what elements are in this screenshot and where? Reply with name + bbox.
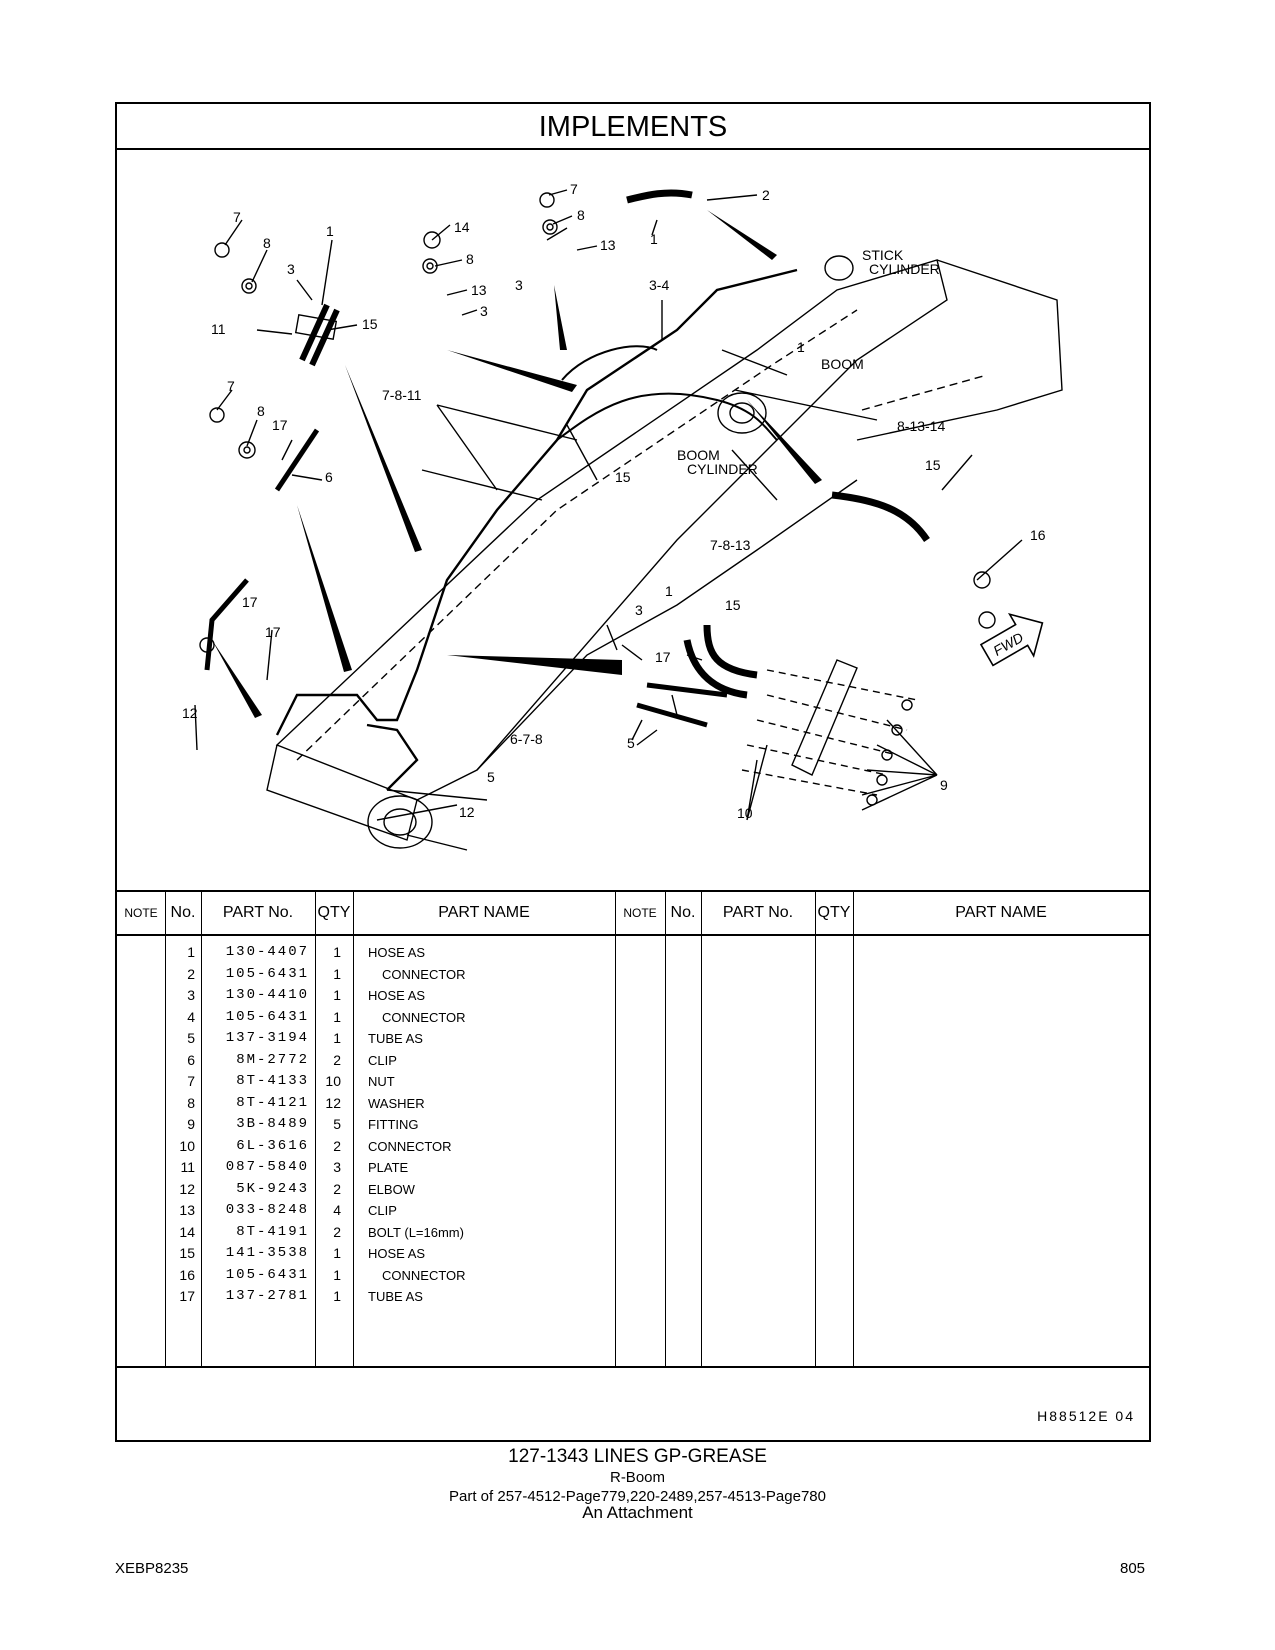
- part-quantity: 1: [333, 965, 341, 982]
- part-name: CONNECTOR: [382, 1009, 466, 1025]
- callout: 8: [577, 207, 585, 223]
- table-row: [117, 1243, 615, 1265]
- callout: 7: [227, 378, 235, 394]
- part-name: CONNECTOR: [382, 1267, 466, 1283]
- part-index: 9: [187, 1116, 195, 1132]
- fwd-label: FWD: [990, 628, 1027, 659]
- part-index: 13: [179, 1202, 195, 1218]
- parts-table-header: [117, 890, 1149, 936]
- part-index: 1: [187, 944, 195, 960]
- callout: 15: [925, 457, 941, 473]
- caption-subtitle: R-Boom: [609, 1469, 665, 1486]
- callout: 6: [325, 469, 333, 485]
- table-row: [117, 1222, 615, 1244]
- caption-attachment: An Attachment: [582, 1503, 693, 1522]
- header-note: NOTE: [124, 906, 158, 920]
- part-name: HOSE AS: [368, 988, 426, 1003]
- part-index: 16: [179, 1266, 195, 1283]
- part-quantity: 2: [333, 1051, 341, 1068]
- part-name: NUT: [368, 1074, 395, 1089]
- part-number: 8T-4191: [236, 1223, 309, 1240]
- drawing-code-band: [117, 1366, 1149, 1440]
- callout: 11: [211, 321, 226, 337]
- part-name: CONNECTOR: [382, 966, 466, 982]
- part-number: 8T-4121: [236, 1094, 309, 1111]
- part-number: 5K-9243: [236, 1180, 309, 1197]
- part-number: 033-8248: [225, 1202, 309, 1218]
- part-name: CLIP: [368, 1052, 397, 1068]
- part-quantity: 10: [325, 1073, 341, 1089]
- callout: 7-8-13: [710, 537, 751, 553]
- part-index: 14: [179, 1223, 195, 1240]
- part-index: 3: [187, 987, 195, 1003]
- part-number: 137-2781: [225, 1288, 309, 1304]
- table-row: [117, 1093, 615, 1115]
- part-index: 17: [179, 1288, 195, 1304]
- callout: 17: [265, 624, 281, 640]
- part-number: 8T-4133: [236, 1073, 309, 1089]
- callout: 3: [515, 277, 523, 293]
- part-name: TUBE AS: [368, 1289, 423, 1304]
- part-quantity: 2: [333, 1223, 341, 1240]
- header-part-name: PART NAME: [438, 904, 530, 921]
- callout: 3: [480, 303, 488, 319]
- callout: 12: [182, 705, 198, 721]
- callout: 15: [725, 597, 741, 613]
- callout: 8-13-14: [897, 418, 946, 434]
- callout: 3-4: [649, 277, 670, 293]
- header-no: No.: [170, 904, 196, 921]
- footer-doc-id: XEBP8235: [115, 1560, 189, 1577]
- part-number: 137-3194: [225, 1030, 309, 1046]
- footer-page-number: 805: [1120, 1560, 1146, 1577]
- boom-foot-pin: [368, 796, 432, 848]
- part-quantity: 1: [333, 1266, 341, 1283]
- part-quantity: 1: [333, 944, 341, 960]
- header-qty-right: QTY: [817, 904, 851, 921]
- part-number: 3B-8489: [236, 1116, 309, 1132]
- part-index: 4: [187, 1008, 195, 1025]
- part-name: CLIP: [368, 1203, 397, 1218]
- part-quantity: 4: [333, 1202, 341, 1218]
- callout: 3: [287, 261, 295, 277]
- callout: 6-7-8: [510, 731, 543, 747]
- table-row: [117, 1136, 615, 1158]
- part-name: PLATE: [368, 1160, 409, 1175]
- callout: 15: [362, 316, 378, 332]
- callout: 7: [233, 209, 241, 225]
- callout: 5: [627, 735, 635, 751]
- header-no-right: No.: [670, 904, 696, 921]
- callout: 7: [570, 181, 578, 197]
- table-row: [117, 1071, 615, 1093]
- part-index: 15: [179, 1245, 195, 1261]
- fwd-arrow-icon: [975, 602, 1054, 676]
- callout: 5: [487, 769, 495, 785]
- part-number: 6L-3616: [236, 1137, 309, 1154]
- parts-diagram: [117, 150, 1149, 890]
- callout: 17: [655, 649, 671, 665]
- part-index: 12: [179, 1180, 195, 1197]
- table-row: [117, 1050, 615, 1072]
- callout: 13: [471, 282, 487, 298]
- caption-part-of: Part of 257-4512-Page779,220-2489,257-4513-Page780: [449, 1488, 826, 1505]
- part-index: 8: [187, 1094, 195, 1111]
- table-row: [117, 1028, 615, 1050]
- part-number: 087-5840: [225, 1159, 309, 1175]
- part-index: 11: [180, 1159, 195, 1175]
- callout: BOOM: [677, 447, 720, 463]
- part-index: 6: [187, 1051, 195, 1068]
- callout: 15: [615, 469, 631, 485]
- callout: 7-8-11: [382, 387, 422, 403]
- callout: 17: [242, 594, 258, 610]
- header-part-no-right: PART No.: [722, 904, 794, 921]
- part-name: ELBOW: [368, 1181, 415, 1197]
- callout: 3: [635, 602, 643, 618]
- part-name: TUBE AS: [368, 1031, 423, 1046]
- caption-title: 127-1343 LINES GP-GREASE: [508, 1446, 767, 1467]
- callout: 13: [600, 237, 616, 253]
- part-name: WASHER: [368, 1095, 425, 1111]
- part-index: 5: [187, 1030, 195, 1046]
- part-quantity: 3: [333, 1159, 341, 1175]
- part-quantity: 5: [333, 1116, 341, 1132]
- part-quantity: 1: [333, 1008, 341, 1025]
- callout: 9: [940, 777, 948, 793]
- part-name: BOLT (L=16mm): [368, 1224, 464, 1240]
- header-part-name-right: PART NAME: [955, 904, 1047, 921]
- callout: STICK: [862, 247, 904, 263]
- callout: CYLINDER: [869, 261, 940, 277]
- part-name: FITTING: [368, 1117, 419, 1132]
- parts-page-frame: [115, 102, 1151, 1442]
- callout: 2: [762, 187, 770, 203]
- callout: 8: [466, 251, 474, 267]
- part-number: 105-6431: [225, 1008, 309, 1025]
- callout: CYLINDER: [687, 461, 758, 477]
- table-row: [117, 942, 615, 964]
- callout: 10: [737, 805, 753, 821]
- part-quantity: 1: [333, 1288, 341, 1304]
- callout: 8: [257, 403, 265, 419]
- part-name: HOSE AS: [368, 1246, 426, 1261]
- callout: BOOM: [821, 356, 864, 372]
- header-qty: QTY: [317, 904, 351, 921]
- part-name: CONNECTOR: [368, 1138, 452, 1154]
- table-row: [117, 985, 615, 1007]
- part-number: 130-4410: [225, 987, 309, 1003]
- part-quantity: 2: [333, 1137, 341, 1154]
- table-row: [117, 1286, 615, 1308]
- callout: 17: [272, 417, 288, 433]
- part-number: 141-3538: [225, 1245, 309, 1261]
- drawing-code: H88512E 04: [1037, 1408, 1135, 1424]
- part-number: 8M-2772: [236, 1051, 309, 1068]
- part-quantity: 2: [333, 1180, 341, 1197]
- part-quantity: 1: [333, 1030, 341, 1046]
- table-row: [117, 1265, 615, 1287]
- table-row: [117, 1179, 615, 1201]
- header-part-no: PART No.: [222, 904, 294, 921]
- part-number: 105-6431: [225, 965, 309, 982]
- table-row: [117, 1157, 615, 1179]
- part-quantity: 1: [333, 987, 341, 1003]
- part-number: 105-6431: [225, 1266, 309, 1283]
- part-index: 10: [179, 1137, 195, 1154]
- part-quantity: 12: [325, 1094, 341, 1111]
- part-quantity: 1: [333, 1245, 341, 1261]
- callout: 8: [263, 235, 271, 251]
- part-index: 2: [187, 965, 195, 982]
- callout: 14: [454, 219, 470, 235]
- part-name: HOSE AS: [368, 945, 426, 960]
- page-title: IMPLEMENTS: [117, 104, 1149, 150]
- part-number: 130-4407: [225, 944, 309, 960]
- callout: 1: [326, 223, 334, 239]
- table-row: [117, 964, 615, 986]
- callout: 12: [459, 804, 475, 820]
- table-row: [117, 1114, 615, 1136]
- callout: 1: [665, 583, 673, 599]
- callout: 1: [797, 339, 805, 355]
- callout: 1: [650, 231, 658, 247]
- part-index: 7: [187, 1073, 195, 1089]
- table-row: [117, 1200, 615, 1222]
- table-row: [117, 1007, 615, 1029]
- callout: 16: [1030, 527, 1046, 543]
- header-note-right: NOTE: [623, 906, 657, 920]
